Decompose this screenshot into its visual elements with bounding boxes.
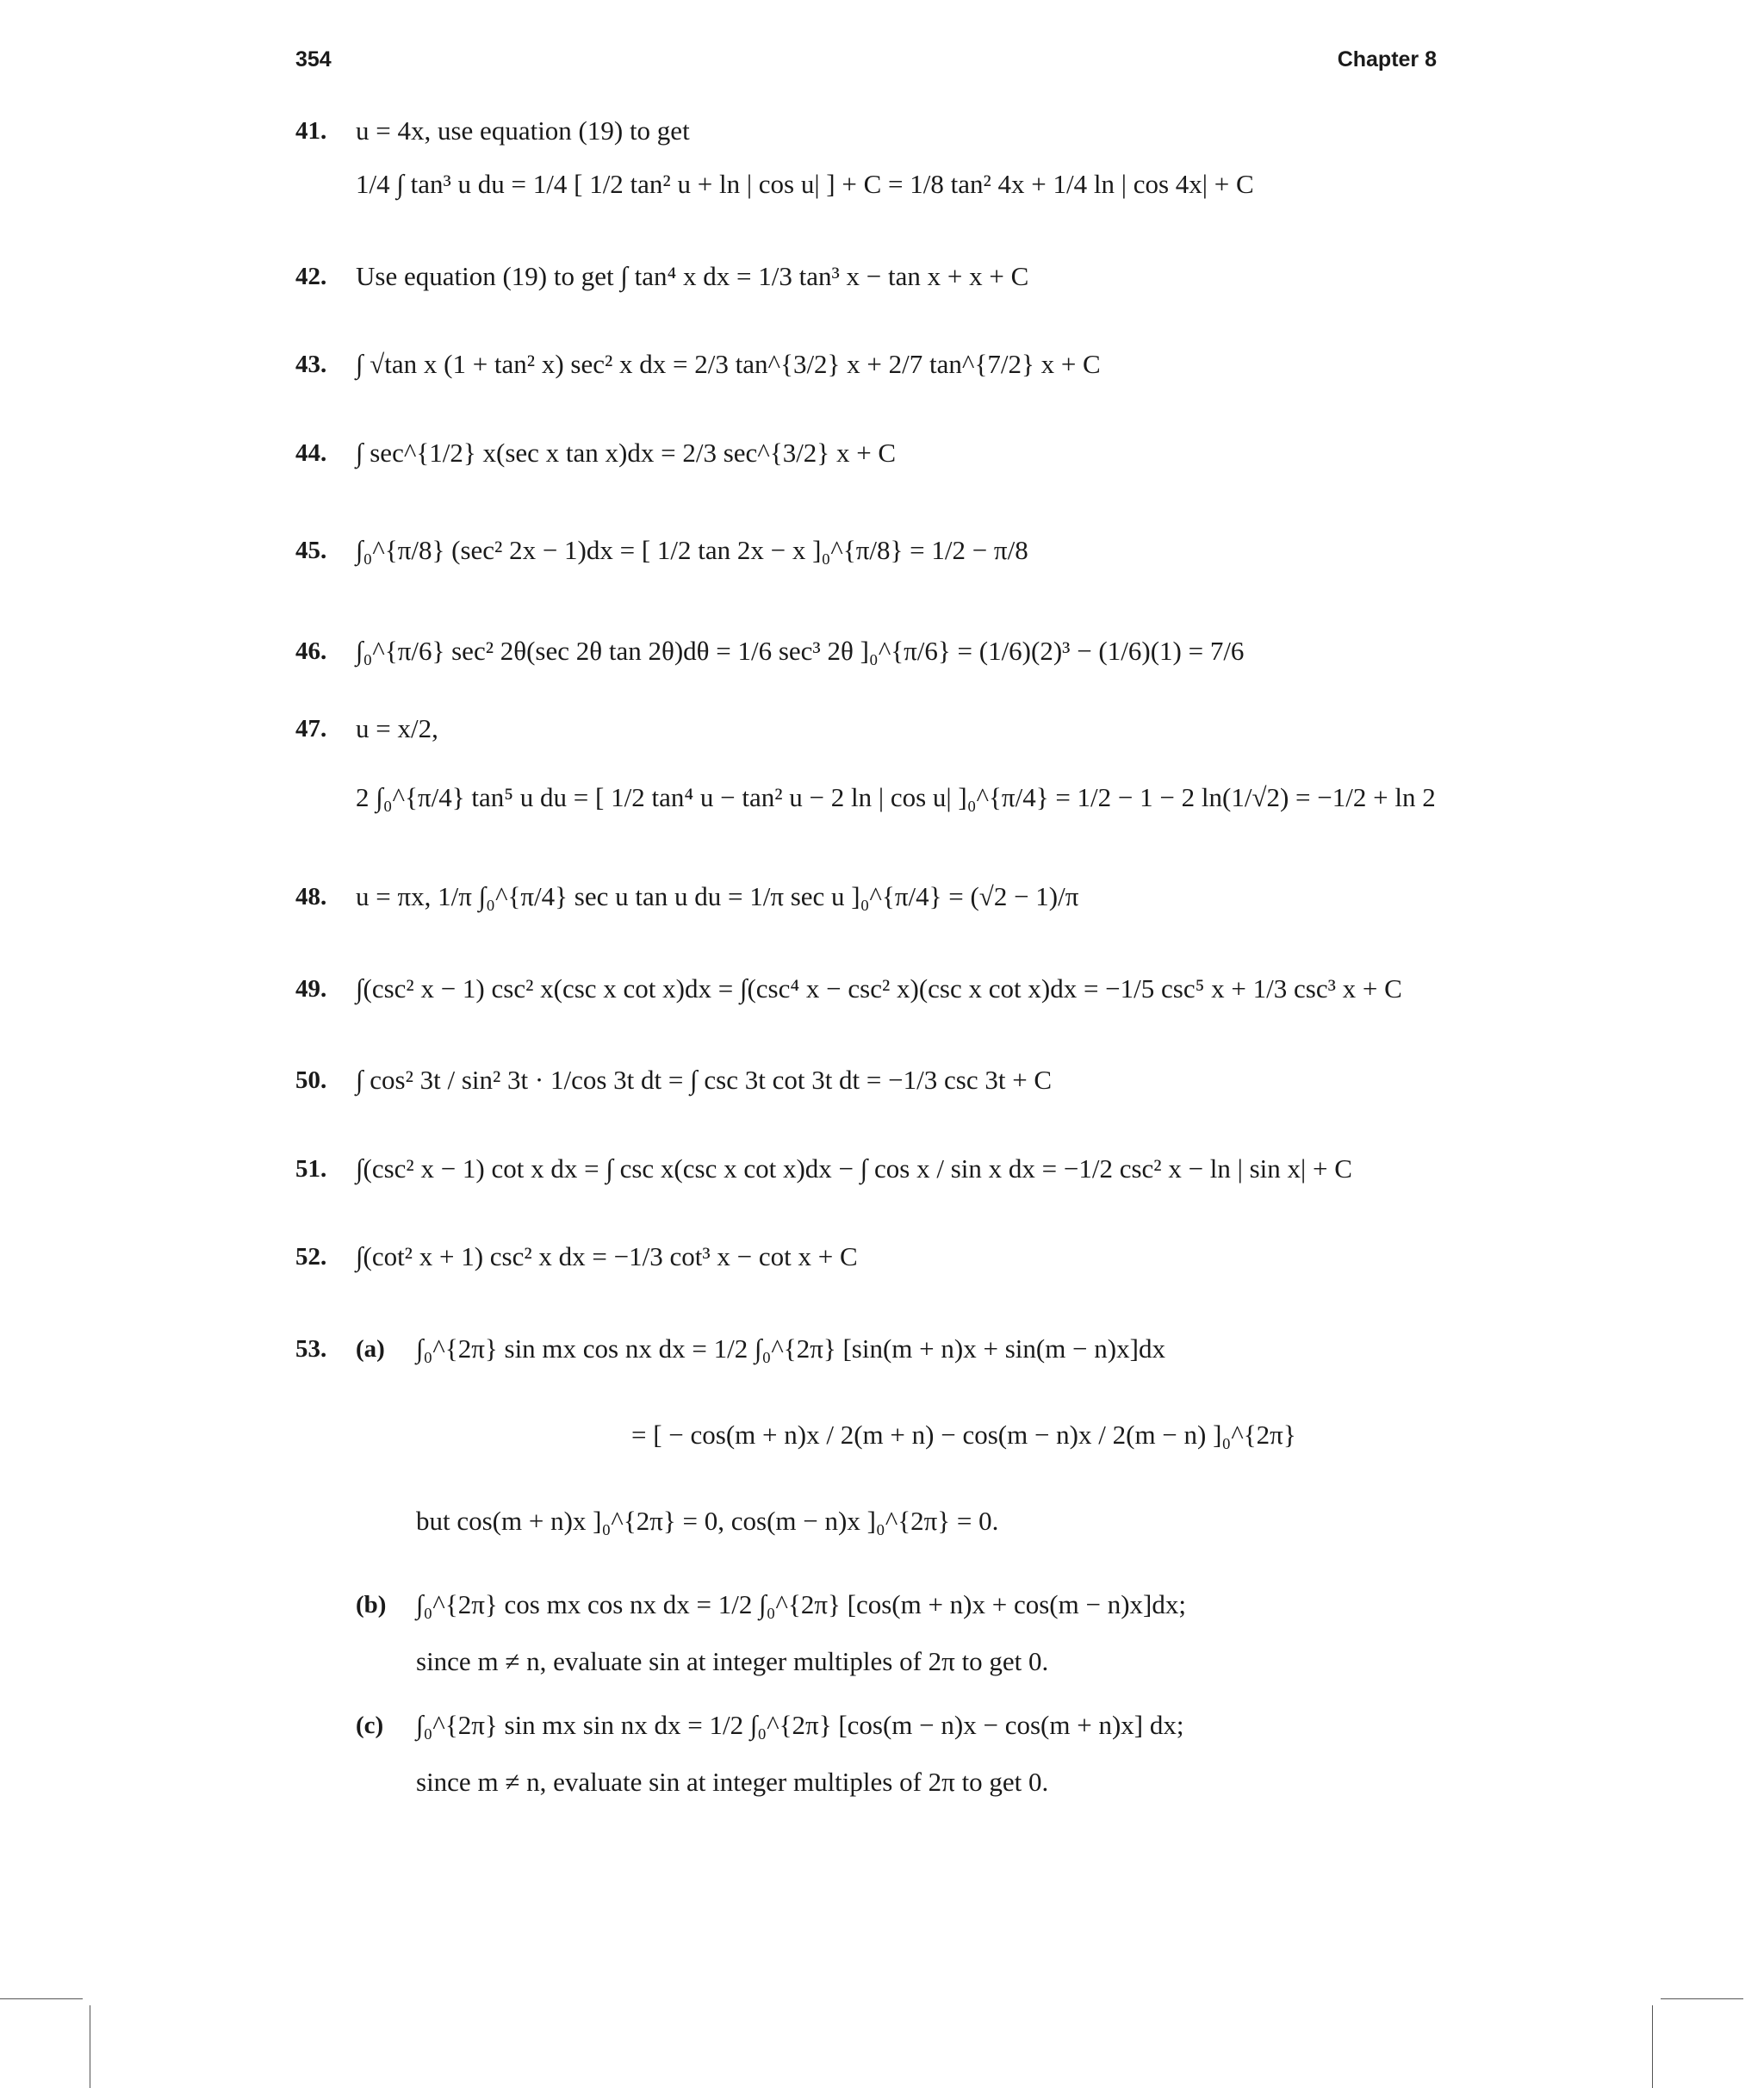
- problem-number: 52.: [295, 1243, 327, 1271]
- problem-number: 48.: [295, 883, 327, 910]
- problem-number: 46.: [295, 637, 327, 665]
- solution-equation: 2 ∫₀^{π/4} tan⁵ u du = [ 1/2 tan⁴ u − tan² u − 2 ln | cos u| ]₀^{π/4} = 1/2 − 1 − 2 ln(1/√2) = −1/2 + ln 2: [356, 782, 1436, 812]
- problem-number: 41.: [295, 117, 327, 145]
- problem-number: 43.: [295, 351, 327, 378]
- solution-line: but cos(m + n)x ]₀^{2π} = 0, cos(m − n)x ]₀^{2π} = 0.: [416, 1506, 999, 1536]
- problem-number: 49.: [295, 975, 327, 1003]
- solution-equation: Use equation (19) to get ∫ tan⁴ x dx = 1/3 tan³ x − tan x + x + C: [356, 261, 1029, 291]
- chapter-title: Chapter 8: [1337, 47, 1437, 71]
- solution-equation: ∫(cot² x + 1) csc² x dx = −1/3 cot³ x − cot x + C: [356, 1241, 858, 1271]
- solution-equation: ∫₀^{π/6} sec² 2θ(sec 2θ tan 2θ)dθ = 1/6 sec³ 2θ ]₀^{π/6} = (1/6)(2)³ − (1/6)(1) = 7/6: [356, 636, 1245, 666]
- solution-equation: ∫₀^{2π} cos mx cos nx dx = 1/2 ∫₀^{2π} [cos(m + n)x + cos(m − n)x]dx;: [416, 1589, 1186, 1619]
- solution-line: u = x/2,: [356, 713, 438, 743]
- solution-equation: ∫(csc² x − 1) cot x dx = ∫ csc x(csc x cot x)dx − ∫ cos x / sin x dx = −1/2 csc² x − ln | sin x| + C: [356, 1153, 1352, 1184]
- solution-line: since m ≠ n, evaluate sin at integer multiples of 2π to get 0.: [416, 1646, 1049, 1676]
- solution-equation: ∫ √tan x (1 + tan² x) sec² x dx = 2/3 tan^{3/2} x + 2/7 tan^{7/2} x + C: [356, 349, 1101, 379]
- solution-equation: u = πx, 1/π ∫₀^{π/4} sec u tan u du = 1/π sec u ]₀^{π/4} = (√2 − 1)/π: [356, 881, 1079, 911]
- page-number: 354: [295, 47, 332, 71]
- crop-mark: [1652, 2005, 1653, 2088]
- solution-equation: 1/4 ∫ tan³ u du = 1/4 [ 1/2 tan² u + ln | cos u| ] + C = 1/8 tan² 4x + 1/4 ln | cos 4x| + C: [356, 169, 1254, 199]
- problem-number: 47.: [295, 715, 327, 743]
- solution-equation: = [ − cos(m + n)x / 2(m + n) − cos(m − n)x / 2(m − n) ]₀^{2π}: [631, 1420, 1296, 1450]
- solution-equation: ∫ cos² 3t / sin² 3t · 1/cos 3t dt = ∫ csc 3t cot 3t dt = −1/3 csc 3t + C: [356, 1065, 1053, 1095]
- problem-number: 51.: [295, 1155, 327, 1183]
- solution-equation: ∫₀^{2π} sin mx cos nx dx = 1/2 ∫₀^{2π} [sin(m + n)x + sin(m − n)x]dx: [416, 1333, 1165, 1364]
- crop-mark: [1661, 1998, 1743, 1999]
- crop-mark: [0, 1998, 83, 1999]
- problem-number: 44.: [295, 439, 327, 467]
- part-label: (b): [356, 1591, 387, 1619]
- solution-equation: ∫ sec^{1/2} x(sec x tan x)dx = 2/3 sec^{3/2} x + C: [356, 438, 897, 468]
- problem-number: 53.: [295, 1335, 327, 1363]
- solution-line: since m ≠ n, evaluate sin at integer multiples of 2π to get 0.: [416, 1767, 1049, 1797]
- part-label: (c): [356, 1712, 384, 1739]
- solution-equation: ∫₀^{π/8} (sec² 2x − 1)dx = [ 1/2 tan 2x − x ]₀^{π/8} = 1/2 − π/8: [356, 535, 1028, 565]
- problem-number: 50.: [295, 1066, 327, 1094]
- problem-number: 45.: [295, 537, 327, 564]
- part-label: (a): [356, 1335, 385, 1363]
- solution-equation: ∫(csc² x − 1) csc² x(csc x cot x)dx = ∫(csc⁴ x − csc² x)(csc x cot x)dx = −1/5 csc⁵ x + 1/3 csc³ x + C: [356, 973, 1402, 1004]
- problem-number: 42.: [295, 263, 327, 290]
- solution-equation: ∫₀^{2π} sin mx sin nx dx = 1/2 ∫₀^{2π} [cos(m − n)x − cos(m + n)x] dx;: [416, 1710, 1184, 1740]
- solution-line: u = 4x, use equation (19) to get: [356, 115, 690, 146]
